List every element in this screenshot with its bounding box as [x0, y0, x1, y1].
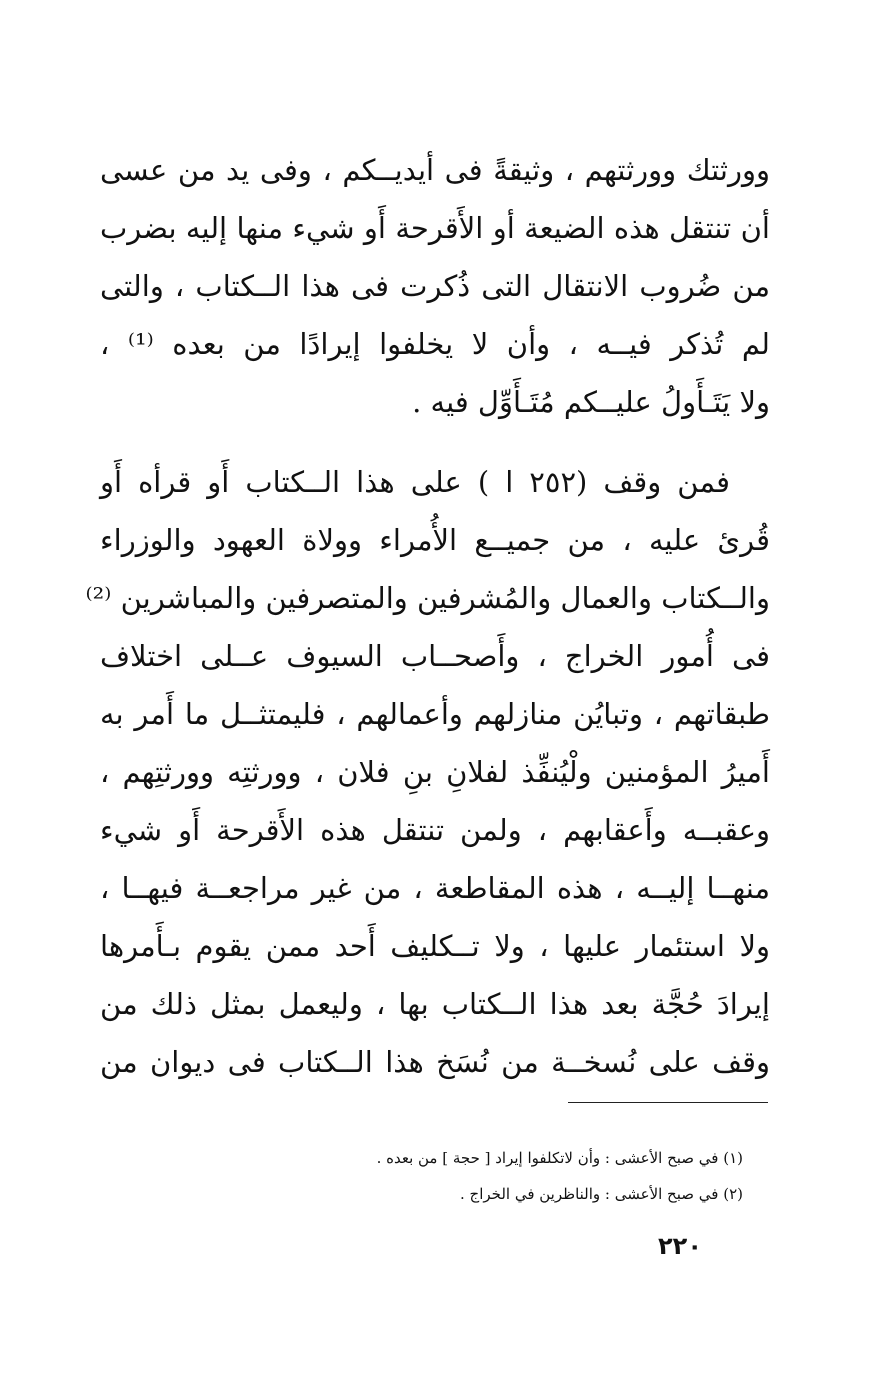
footnote-1: (١) في صبح الأعشى : وأن لاتكلفوا إيراد [ حجة ] من بعده .: [376, 1149, 743, 1167]
paragraph-2: [85, 462, 770, 1102]
text-line: وقف على نُسخــة من نُسَخ هذا الــكتاب فى ديوان من: [100, 1045, 770, 1079]
text-line: إيرادَ حُجَّة بعد هذا الــكتاب بها ، وليعمل بمثل ذلك من: [100, 987, 770, 1021]
footnote-divider: [568, 1102, 768, 1103]
text-line: أن تنتقل هذه الضيعة أو الأَقرحة أَو شيء منها إليه بضرب: [100, 211, 770, 245]
text-line: فى أُمور الخراج ، وأَصحــاب السيوف عــلى اختلاف: [100, 639, 770, 673]
paragraph-1: [100, 150, 770, 419]
text-line: لم تُذكر فيــه ، وأن لا يخلفوا إيرادًا من بعده ⁽¹⁾ ،: [100, 327, 770, 361]
text-line: طبقاتهم ، وتبايُن منازلهم وأعمالهم ، فليمتثــل ما أَمر به: [100, 697, 770, 731]
text-line: منهــا إليــه ، هذه المقاطعة ، من غير مراجعــة فيهــا ،: [100, 871, 770, 905]
text-line: وورثتك وورثتهم ، وثيقةً فى أيديــكم ، وفى يد من عسى: [100, 153, 770, 187]
text-line: وعقبــه وأَعقابهم ، ولمن تنتقل هذه الأَقرحة أَو شيء: [100, 813, 770, 847]
text-line: والــكتاب والعمال والمُشرفين والمتصرفين والمباشرين ⁽²⁾: [85, 581, 770, 615]
text-line: أَميرُ المؤمنين ولْيُنفِّذ لفلانِ بنِ فلان ، وورثتِه وورثتِهم ،: [100, 755, 770, 789]
page-number: ٢٢٠: [658, 1232, 702, 1260]
text-line: من ضُروب الانتقال التى ذُكرت فى هذا الــكتاب ، والتى: [100, 269, 770, 303]
text-line: قُرئ عليه ، من جميــع الأُمراء وولاة العهود والوزراء: [100, 523, 770, 557]
text-line: ولا استئمار عليها ، ولا تــكليف أَحد ممن يقوم بـأَمرها: [100, 929, 770, 963]
text-line: فمن وقف (٢٥٢ ا ) على هذا الــكتاب أَو قرأه أَو: [100, 465, 730, 499]
text-line: ولا يَتَـأَولُ عليــكم مُتَـأَوِّل فيه .: [412, 385, 770, 419]
footnote-2: (٢) في صبح الأعشى : والناظرين في الخراج .: [459, 1185, 743, 1203]
